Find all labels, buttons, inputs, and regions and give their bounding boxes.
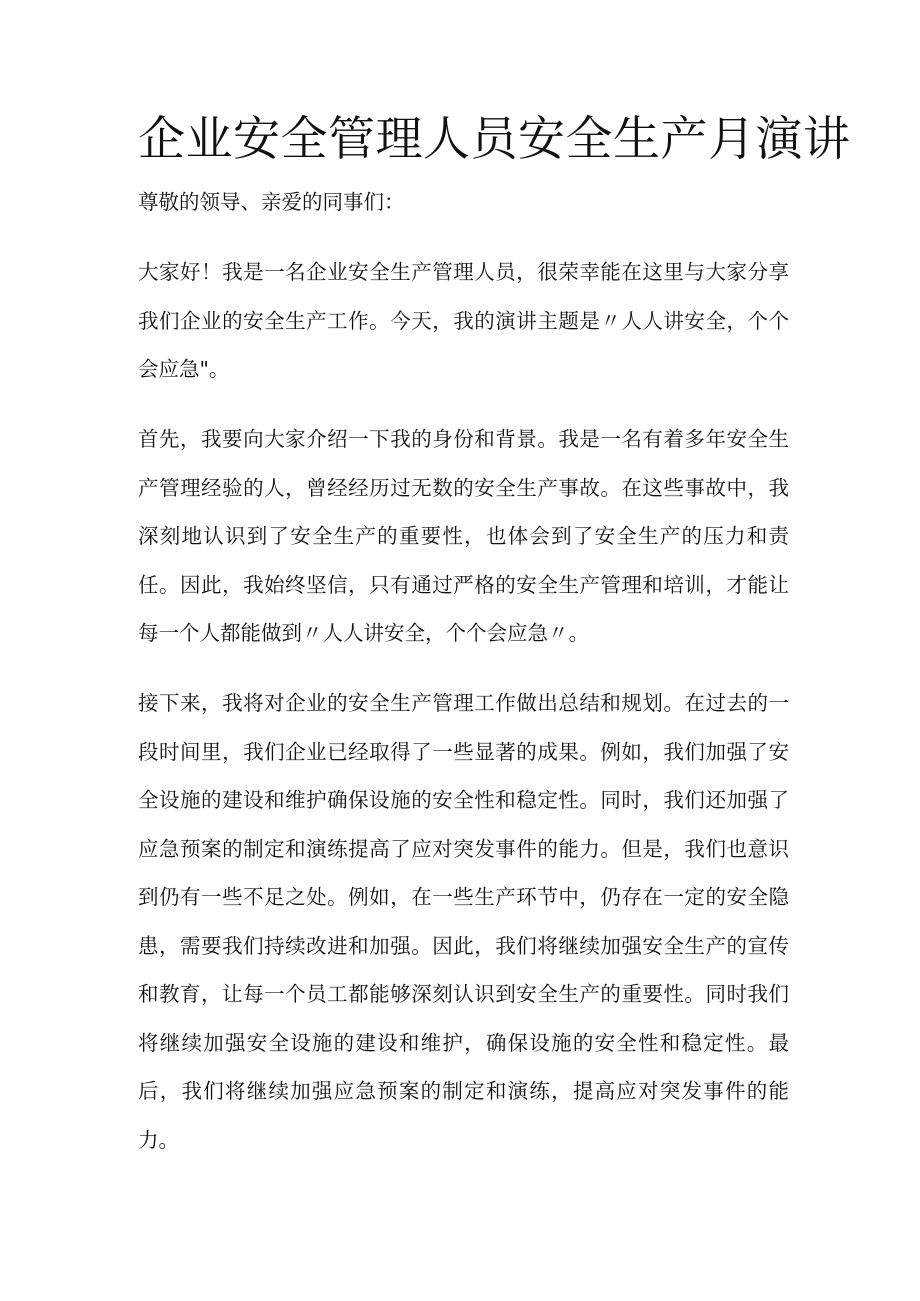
paragraph-background: 首先，我要向大家介绍一下我的身份和背景。我是一名有着多年安全生产管理经验的人，曾经经历过无数的安全生产事故。在这些事故中，我深刻地认识到了安全生产的重要性，也体会到了安全生产的压力和责任。因此，我始终坚信，只有通过严格的安全生产管理和培训，才能让每一个人都能做到〃人人讲安全，个个会应急〃。: [138, 427, 789, 645]
document-title: 企业安全管理人员安全生产月演讲: [138, 112, 851, 167]
paragraph-greeting: 大家好！我是一名企业安全生产管理人员，很荣幸能在这里与大家分享我们企业的安全生产工作。今天，我的演讲主题是〃人人讲安全，个个会应急"。: [138, 260, 789, 381]
salutation: 尊敬的领导、亲爱的同事们：: [138, 190, 405, 214]
paragraph-summary-plan: 接下来，我将对企业的安全生产管理工作做出总结和规划。在过去的一段时间里，我们企业已经取得了一些显著的成果。例如，我们加强了安全设施的建设和维护确保设施的安全性和稳定性。同时，我们还加强了应急预案的制定和演练提高了应对突发事件的能力。但是，我们也意识到仍有一些不足之处。例如，在一些生产环节中，仍存在一定的安全隐患，需要我们持续改进和加强。因此，我们将继续加强安全生产的宣传和教育，让每一个员工都能够深刻认识到安全生产的重要性。同时我们将继续加强安全设施的建设和维护，确保设施的安全性和稳定性。最后，我们将继续加强应急预案的制定和演练，提高应对突发事件的能力。: [138, 691, 789, 1152]
